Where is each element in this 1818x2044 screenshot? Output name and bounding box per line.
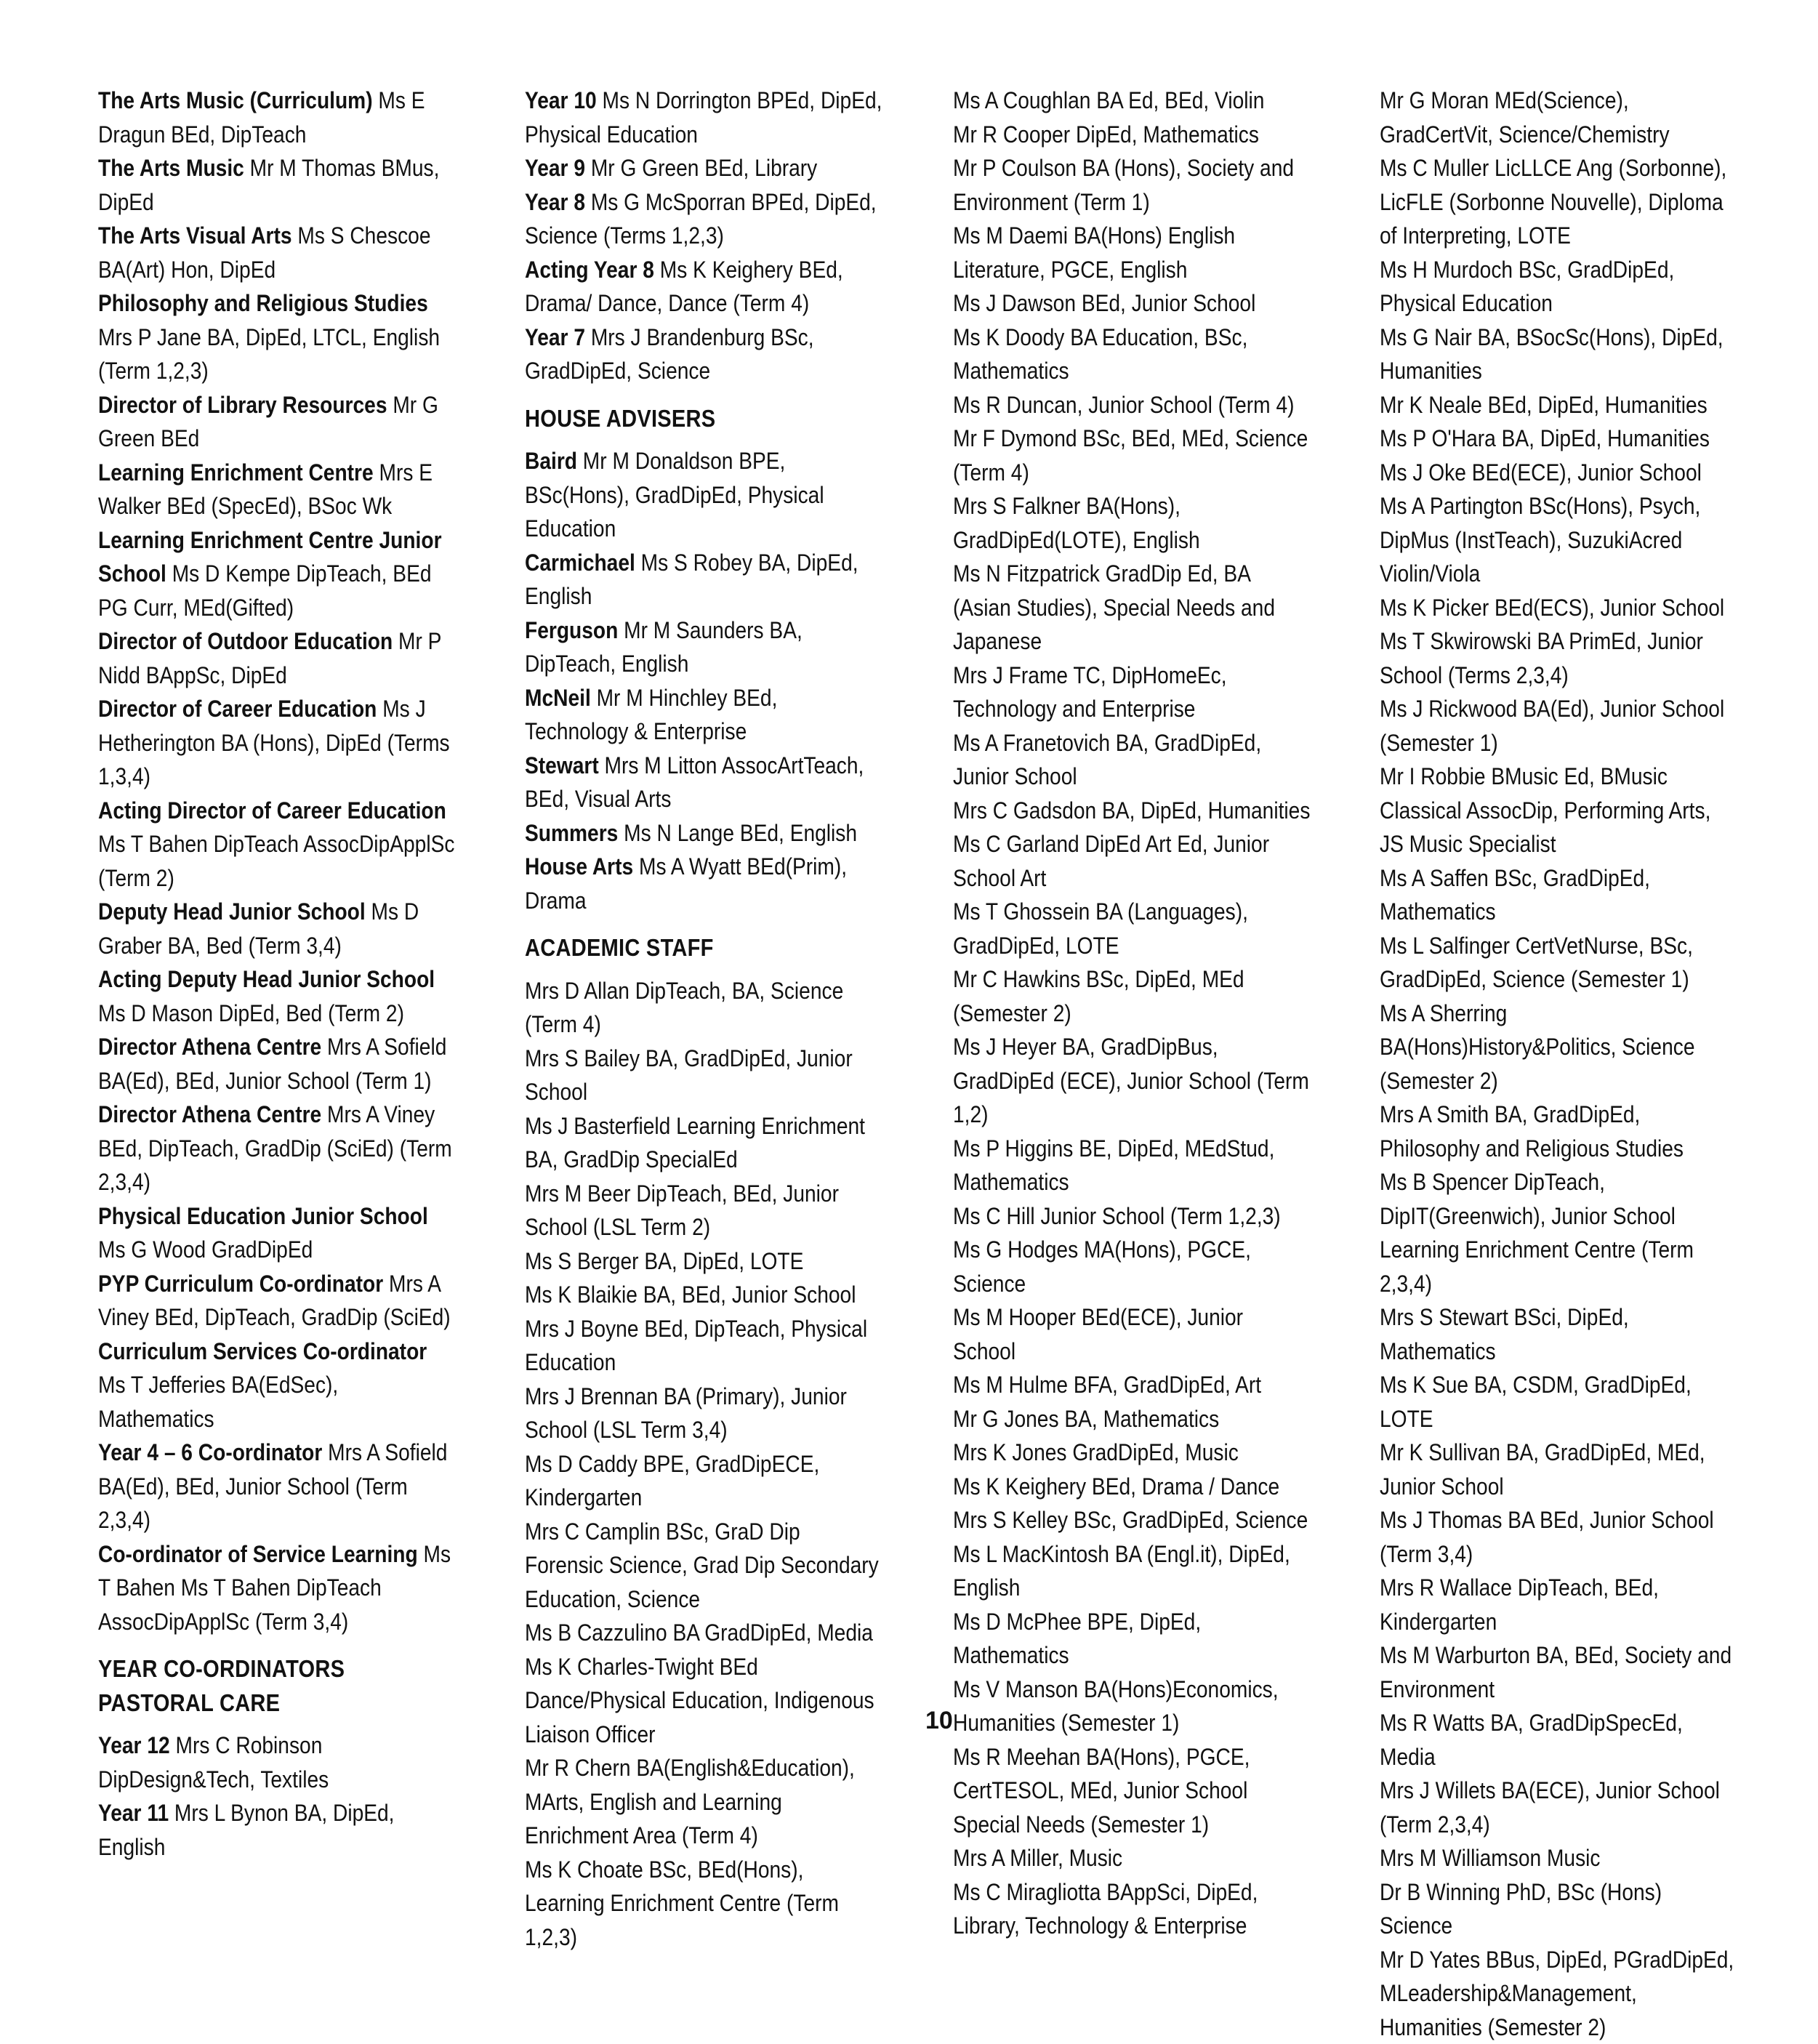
staff-role: Director of Library Resources xyxy=(98,392,387,418)
staff-details: Mrs M Litton AssocArtTeach, BEd, Visual Arts xyxy=(525,752,864,813)
staff-role: Acting Deputy Head Junior School xyxy=(98,966,435,992)
staff-entry xyxy=(98,286,456,388)
staff-details: Mr C Hawkins BSc, DipEd, MEd (Semester 2) xyxy=(953,966,1244,1026)
staff-details: Ms T Bahen DipTeach AssocDipApplSc (Term 2) xyxy=(98,831,454,891)
staff-role: Year 10 xyxy=(525,87,597,113)
staff-details: Ms J Hetherington BA (Hons), DipEd (Terms 1,3,4) xyxy=(98,696,450,789)
staff-details: Ms S Robey BA, DipEd, English xyxy=(525,550,858,610)
staff-entry xyxy=(953,1537,1311,1605)
staff-role: Year 8 xyxy=(525,189,585,215)
staff-details: Mr G Green BEd, Library xyxy=(585,155,817,181)
staff-details: Ms G Hodges MA(Hons), PGCE, Science xyxy=(953,1236,1251,1297)
staff-entry xyxy=(525,1751,883,1853)
staff-entry xyxy=(953,1199,1311,1234)
staff-entry xyxy=(98,624,456,692)
staff-entry xyxy=(525,546,883,613)
staff-role: Year 9 xyxy=(525,155,585,181)
staff-entry xyxy=(98,84,456,151)
staff-details: Ms C Garland DipEd Art Ed, Junior School Art xyxy=(953,831,1269,891)
staff-entry xyxy=(1380,1943,1738,2044)
staff-entry xyxy=(953,1470,1311,1504)
staff-details: Dr B Winning PhD, BSc (Hons) Science xyxy=(1380,1879,1662,1939)
staff-details: Ms G Nair BA, BSocSc(Hons), DipEd, Humanities xyxy=(1380,324,1724,385)
staff-role: Acting Director of Career Education xyxy=(98,797,446,824)
staff-details: Ms V Manson BA(Hons)Economics, Humanities (Semester 1) xyxy=(953,1676,1279,1737)
staff-details: Mrs J Boyne BEd, DipTeach, Physical Education xyxy=(525,1316,867,1376)
staff-details: Mr P Coulson BA (Hons), Society and Environment (Term 1) xyxy=(953,155,1294,215)
staff-details: Ms J Dawson BEd, Junior School xyxy=(953,290,1255,316)
staff-details: Mrs S Falkner BA(Hons), GradDipEd(LOTE), English xyxy=(953,493,1200,553)
staff-details: Mr K Neale BEd, DipEd, Humanities xyxy=(1380,392,1708,418)
section-heading: YEAR CO-ORDINATORS PASTORAL CARE xyxy=(98,1652,456,1720)
staff-details: Ms G Wood GradDipEd xyxy=(98,1236,313,1263)
staff-details: Ms L Salfinger CertVetNurse, BSc, GradDipEd, Science (Semester 1) xyxy=(1380,933,1693,993)
staff-details: Mr M Saunders BA, DipTeach, English xyxy=(525,617,803,677)
staff-entry xyxy=(525,850,883,917)
staff-entry xyxy=(525,151,883,185)
staff-details: Ms D Mason DipEd, Bed (Term 2) xyxy=(98,1000,404,1026)
staff-details: Mr G Jones BA, Mathematics xyxy=(953,1406,1219,1432)
staff-role: House Arts xyxy=(525,853,633,880)
staff-details: Ms M Daemi BA(Hons) English Literature, PGCE, English xyxy=(953,222,1235,283)
staff-entry xyxy=(1380,1571,1738,1638)
staff-details: Ms L MacKintosh BA (Engl.it), DipEd, English xyxy=(953,1541,1290,1601)
staff-entry xyxy=(1380,1503,1738,1571)
staff-details: Ms K Sue BA, CSDM, GradDipEd, LOTE xyxy=(1380,1372,1692,1432)
staff-details: Mrs A Miller, Music xyxy=(953,1845,1122,1871)
staff-entry xyxy=(1380,997,1738,1098)
staff-details: Ms A Partington BSc(Hons), Psych, DipMus (InstTeach), SuzukiAcred Violin/Viola xyxy=(1380,493,1700,587)
staff-entry xyxy=(1380,1706,1738,1774)
column-3 xyxy=(953,84,1311,1943)
staff-role: The Arts Visual Arts xyxy=(98,222,292,249)
staff-entry xyxy=(525,681,883,749)
staff-role: Year 12 xyxy=(98,1732,170,1758)
staff-details: Ms J Heyer BA, GradDipBus, GradDipEd (ECE), Junior School (Term 1,2) xyxy=(953,1034,1309,1127)
staff-details: Mrs A Viney BEd, DipTeach, GradDip (SciEd) (Term 2,3,4) xyxy=(98,1101,452,1195)
staff-role: Director of Outdoor Education xyxy=(98,628,393,654)
staff-role: Learning Enrichment Centre xyxy=(98,459,374,486)
staff-entry xyxy=(525,1447,883,1515)
staff-role: Co-ordinator of Service Learning xyxy=(98,1541,418,1567)
staff-details: Ms A Sherring BA(Hons)History&Politics, Science (Semester 2) xyxy=(1380,1000,1694,1094)
staff-details: Ms H Murdoch BSc, GradDipEd, Physical Education xyxy=(1380,257,1674,317)
staff-entry xyxy=(953,422,1311,489)
staff-entry xyxy=(525,1312,883,1380)
staff-details: Ms N Fitzpatrick GradDip Ed, BA (Asian Studies), Special Needs and Japanese xyxy=(953,560,1275,654)
staff-entry xyxy=(953,321,1311,388)
staff-role: The Arts Music (Curriculum) xyxy=(98,87,373,113)
staff-entry xyxy=(953,151,1311,219)
staff-entry xyxy=(98,219,456,286)
staff-entry xyxy=(953,1605,1311,1673)
staff-entry xyxy=(1380,861,1738,929)
staff-entry xyxy=(953,219,1311,286)
staff-details: Ms T Ghossein BA (Languages), GradDipEd, LOTE xyxy=(953,898,1248,959)
staff-entry xyxy=(953,1503,1311,1537)
staff-entry xyxy=(953,1402,1311,1436)
staff-entry xyxy=(953,557,1311,659)
staff-role: Year 11 xyxy=(98,1800,169,1826)
staff-role: Ferguson xyxy=(525,617,618,643)
staff-details: Ms K Choate BSc, BEd(Hons), Learning Enrichment Centre (Term 1,2,3) xyxy=(525,1856,839,1950)
staff-details: Mr I Robbie BMusic Ed, BMusic Classical AssocDip, Performing Arts, JS Music Specialist xyxy=(1380,763,1710,857)
staff-details: Mrs D Allan DipTeach, BA, Science (Term 4) xyxy=(525,978,843,1038)
staff-entry xyxy=(1380,388,1738,422)
staff-entry xyxy=(98,151,456,219)
staff-role: Year 7 xyxy=(525,324,585,350)
staff-details: Mr G Moran MEd(Science), GradCertVit, Science/Chemistry xyxy=(1380,87,1670,148)
staff-role: Learning Enrichment Centre Junior School xyxy=(98,527,442,587)
staff-entry xyxy=(1380,591,1738,625)
staff-details: Mrs C Robinson DipDesign&Tech, Textiles xyxy=(98,1732,329,1792)
staff-details: Mrs R Wallace DipTeach, BEd, Kindergarten xyxy=(1380,1574,1659,1635)
staff-details: Mr M Thomas BMus, DipEd xyxy=(98,155,439,215)
page-number: 10 xyxy=(925,1706,953,1735)
staff-entry xyxy=(1380,84,1738,151)
staff-entry xyxy=(98,1098,456,1199)
staff-entry xyxy=(525,1278,883,1312)
staff-role: Carmichael xyxy=(525,550,635,576)
staff-details: Ms K Keighery BEd, Drama/ Dance, Dance (Term 4) xyxy=(525,257,843,317)
staff-entry xyxy=(98,523,456,625)
staff-details: Mrs S Stewart BSci, DipEd, Mathematics xyxy=(1380,1304,1629,1364)
staff-entry xyxy=(1380,1638,1738,1706)
staff-details: Ms K Charles-Twight BEd Dance/Physical Education, Indigenous Liaison Officer xyxy=(525,1654,874,1747)
staff-details: Ms K Doody BA Education, BSc, Mathematics xyxy=(953,324,1247,385)
staff-entry xyxy=(1380,692,1738,760)
staff-role: Curriculum Services Co-ordinator xyxy=(98,1338,427,1364)
staff-details: Ms D Graber BA, Bed (Term 3,4) xyxy=(98,898,419,959)
staff-entry xyxy=(1380,760,1738,861)
staff-role: PYP Curriculum Co-ordinator xyxy=(98,1271,383,1297)
staff-details: Mr M Donaldson BPE, BSc(Hons), GradDipEd, Physical Education xyxy=(525,448,824,542)
staff-details: Ms J Oke BEd(ECE), Junior School xyxy=(1380,459,1702,486)
staff-entry xyxy=(953,118,1311,152)
staff-details: Ms K Picker BEd(ECS), Junior School xyxy=(1380,595,1724,621)
staff-entry xyxy=(525,1380,883,1447)
staff-details: Ms M Hooper BEd(ECE), Junior School xyxy=(953,1304,1243,1364)
staff-role: Acting Year 8 xyxy=(525,257,654,283)
staff-details: Ms S Chescoe BA(Art) Hon, DipEd xyxy=(98,222,430,283)
column-2 xyxy=(525,84,883,1954)
staff-details: Mrs K Jones GradDipEd, Music xyxy=(953,1439,1239,1465)
staff-entry xyxy=(525,321,883,388)
staff-entry xyxy=(98,1030,456,1098)
staff-details: Ms T Skwirowski BA PrimEd, Junior School (Terms 2,3,4) xyxy=(1380,628,1703,688)
staff-entry xyxy=(953,1132,1311,1199)
staff-details: Ms R Watts BA, GradDipSpecEd, Media xyxy=(1380,1710,1683,1770)
staff-details: Mrs L Bynon BA, DipEd, English xyxy=(98,1800,395,1860)
staff-role: Director Athena Centre xyxy=(98,1101,321,1127)
staff-entry xyxy=(525,749,883,816)
staff-role: Stewart xyxy=(525,752,599,778)
staff-entry xyxy=(953,895,1311,962)
staff-details: Ms N Dorrington BPEd, DipEd, Physical Education xyxy=(525,87,882,148)
staff-entry xyxy=(1380,1098,1738,1165)
staff-entry xyxy=(525,974,883,1042)
staff-details: Ms K Blaikie BA, BEd, Junior School xyxy=(525,1281,856,1308)
staff-entry xyxy=(525,816,883,850)
staff-details: Ms A Wyatt BEd(Prim), Drama xyxy=(525,853,847,914)
staff-entry xyxy=(525,1042,883,1109)
staff-details: Ms E Dragun BEd, DipTeach xyxy=(98,87,425,148)
staff-details: Ms P O'Hara BA, DipEd, Humanities xyxy=(1380,425,1710,451)
staff-entry xyxy=(1380,422,1738,456)
staff-details: Mrs C Gadsdon BA, DipEd, Humanities xyxy=(953,797,1310,824)
staff-details: Mrs A Sofield BA(Ed), BEd, Junior School (Term 2,3,4) xyxy=(98,1439,447,1533)
staff-entry xyxy=(98,1436,456,1537)
staff-role: Philosophy and Religious Studies xyxy=(98,290,428,316)
staff-details: Ms C Muller LicLLCE Ang (Sorbonne), LicFLE (Sorbonne Nouvelle), Diploma of Interpreting, LOTE xyxy=(1380,155,1726,249)
staff-entry xyxy=(953,1233,1311,1300)
column-4 xyxy=(1380,84,1738,2044)
staff-entry xyxy=(525,1650,883,1752)
staff-role: Year 4 – 6 Co-ordinator xyxy=(98,1439,322,1465)
staff-entry xyxy=(98,1537,456,1639)
staff-details: Mrs S Bailey BA, GradDipEd, Junior School xyxy=(525,1045,853,1106)
staff-entry xyxy=(953,1300,1311,1368)
staff-details: Ms S Berger BA, DipEd, LOTE xyxy=(525,1248,803,1274)
staff-details: Ms K Keighery BEd, Drama / Dance xyxy=(953,1473,1279,1500)
staff-details: Ms R Meehan BA(Hons), PGCE, CertTESOL, MEd, Junior School Special Needs (Semester 1) xyxy=(953,1744,1250,1838)
staff-entry xyxy=(98,1796,456,1864)
staff-entry xyxy=(1380,1300,1738,1368)
staff-role: The Arts Music xyxy=(98,155,244,181)
staff-entry xyxy=(525,1109,883,1177)
staff-role: Deputy Head Junior School xyxy=(98,898,366,925)
staff-details: Mr M Hinchley BEd, Technology & Enterprise xyxy=(525,685,777,745)
staff-entry xyxy=(953,659,1311,726)
staff-entry xyxy=(98,794,456,896)
staff-entry xyxy=(98,456,456,523)
staff-entry xyxy=(953,388,1311,422)
staff-entry xyxy=(953,1740,1311,1842)
staff-details: Mr R Chern BA(English&Education), MArts, English and Learning Enrichment Area (Term 4) xyxy=(525,1755,855,1848)
staff-entry xyxy=(1380,151,1738,253)
staff-details: Mrs M Beer DipTeach, BEd, Junior School (LSL Term 2) xyxy=(525,1180,839,1241)
staff-entry xyxy=(953,1368,1311,1402)
staff-details: Mr F Dymond BSc, BEd, MEd, Science (Term 4) xyxy=(953,425,1308,486)
staff-details: Ms D Caddy BPE, GradDipECE, Kindergarten xyxy=(525,1451,819,1511)
staff-details: Ms J Thomas BA BEd, Junior School (Term 3,4) xyxy=(1380,1507,1714,1567)
staff-entry xyxy=(525,1616,883,1650)
staff-details: Ms A Franetovich BA, GradDipEd, Junior School xyxy=(953,730,1261,790)
staff-entry xyxy=(1380,1774,1738,1841)
staff-entry xyxy=(1380,624,1738,692)
staff-entry xyxy=(953,827,1311,895)
staff-details: Mrs A Smith BA, GradDipEd, Philosophy and Religious Studies xyxy=(1380,1101,1684,1162)
staff-details: Ms T Jefferies BA(EdSec), Mathematics xyxy=(98,1372,338,1432)
column-1 xyxy=(98,84,456,1864)
staff-details: Mrs J Frame TC, DipHomeEc, Technology and Enterprise xyxy=(953,662,1227,723)
staff-details: Mr P Nidd BAppSc, DipEd xyxy=(98,628,441,688)
staff-entry xyxy=(1380,489,1738,591)
staff-details: Ms C Hill Junior School (Term 1,2,3) xyxy=(953,1203,1281,1229)
staff-entry xyxy=(953,1673,1311,1740)
staff-details: Ms M Hulme BFA, GradDipEd, Art xyxy=(953,1372,1261,1398)
staff-details: Mr D Yates BBus, DipEd, PGradDipEd, MLeadership&Management, Humanities (Semester 2) xyxy=(1380,1947,1734,2040)
staff-entry xyxy=(525,1177,883,1244)
staff-entry xyxy=(525,253,883,321)
staff-role: McNeil xyxy=(525,685,591,711)
staff-details: Ms R Duncan, Junior School (Term 4) xyxy=(953,392,1294,418)
staff-role: Baird xyxy=(525,448,577,474)
staff-entry xyxy=(953,962,1311,1030)
staff-entry xyxy=(525,84,883,151)
staff-entry xyxy=(98,388,456,456)
staff-details: Mrs P Jane BA, DipEd, LTCL, English (Term 1,2,3) xyxy=(98,324,440,385)
staff-entry xyxy=(98,1335,456,1436)
staff-entry xyxy=(953,726,1311,794)
staff-entry xyxy=(953,794,1311,828)
staff-entry xyxy=(98,962,456,1030)
staff-details: Ms N Lange BEd, English xyxy=(618,820,857,846)
staff-entry xyxy=(525,1853,883,1955)
staff-entry xyxy=(953,84,1311,118)
staff-details: Mr K Sullivan BA, GradDipEd, MEd, Junior School xyxy=(1380,1439,1705,1500)
staff-details: Ms T Bahen Ms T Bahen DipTeach AssocDipApplSc (Term 3,4) xyxy=(98,1541,451,1635)
staff-entry xyxy=(1380,929,1738,997)
staff-entry xyxy=(1380,253,1738,321)
staff-details: Ms J Basterfield Learning Enrichment BA, GradDip SpecialEd xyxy=(525,1113,865,1173)
staff-details: Ms J Rickwood BA(Ed), Junior School (Semester 1) xyxy=(1380,696,1724,756)
staff-details: Ms C Miragliotta BAppSci, DipEd, Library, Technology & Enterprise xyxy=(953,1879,1258,1939)
staff-details: Mrs J Willets BA(ECE), Junior School (Term 2,3,4) xyxy=(1380,1777,1720,1838)
staff-details: Ms B Spencer DipTeach, DipIT(Greenwich), Junior School Learning Enrichment Centre (Term 2,3,4) xyxy=(1380,1169,1694,1297)
section-heading: HOUSE ADVISERS xyxy=(525,402,883,436)
staff-details: Ms P Higgins BE, DipEd, MEdStud, Mathematics xyxy=(953,1135,1274,1196)
staff-entry xyxy=(98,1729,456,1796)
staff-details: Mrs J Brennan BA (Primary), Junior School (LSL Term 3,4) xyxy=(525,1383,847,1444)
staff-role: Summers xyxy=(525,820,618,846)
staff-entry xyxy=(525,1515,883,1617)
staff-entry xyxy=(525,185,883,253)
staff-entry xyxy=(525,444,883,546)
staff-details: Mrs J Brandenburg BSc, GradDipEd, Science xyxy=(525,324,814,385)
staff-entry xyxy=(1380,1165,1738,1300)
staff-entry xyxy=(953,1875,1311,1943)
staff-details: Mrs A Sofield BA(Ed), BEd, Junior School (Term 1) xyxy=(98,1034,446,1094)
staff-details: Mrs S Kelley BSc, GradDipEd, Science xyxy=(953,1507,1308,1533)
staff-entry xyxy=(1380,1875,1738,1943)
staff-entry xyxy=(98,692,456,794)
staff-entry xyxy=(98,1199,456,1267)
staff-entry xyxy=(1380,1436,1738,1503)
staff-details: Mr G Green BEd xyxy=(98,392,438,452)
staff-entry xyxy=(1380,1368,1738,1436)
staff-role: Physical Education Junior School xyxy=(98,1203,428,1229)
staff-details: Ms D McPhee BPE, DipEd, Mathematics xyxy=(953,1609,1201,1669)
staff-details: Mrs M Williamson Music xyxy=(1380,1845,1601,1871)
staff-entry xyxy=(525,613,883,681)
staff-entry xyxy=(953,1436,1311,1470)
staff-entry xyxy=(98,895,456,962)
staff-details: Ms A Coughlan BA Ed, BEd, Violin xyxy=(953,87,1264,113)
staff-details: Ms D Kempe DipTeach, BEd PG Curr, MEd(Gifted) xyxy=(98,560,432,621)
staff-entry xyxy=(1380,321,1738,388)
staff-entry xyxy=(525,1244,883,1279)
staff-entry xyxy=(953,286,1311,321)
staff-role: Director Athena Centre xyxy=(98,1034,321,1060)
staff-entry xyxy=(1380,456,1738,490)
staff-details: Ms G McSporran BPEd, DipEd, Science (Terms 1,2,3) xyxy=(525,189,877,249)
staff-details: Mrs E Walker BEd (SpecEd), BSoc Wk xyxy=(98,459,433,520)
staff-details: Mrs C Camplin BSc, GraD Dip Forensic Science, Grad Dip Secondary Education, Science xyxy=(525,1518,879,1612)
staff-entry xyxy=(98,1267,456,1335)
staff-details: Mr R Cooper DipEd, Mathematics xyxy=(953,121,1259,148)
staff-entry xyxy=(953,1841,1311,1875)
staff-entry xyxy=(1380,1841,1738,1875)
staff-details: Ms A Saffen BSc, GradDipEd, Mathematics xyxy=(1380,865,1650,925)
staff-details: Mrs A Viney BEd, DipTeach, GradDip (SciEd) xyxy=(98,1271,451,1331)
staff-entry xyxy=(953,1030,1311,1132)
staff-details: Ms B Cazzulino BA GradDipEd, Media xyxy=(525,1619,873,1646)
staff-entry xyxy=(953,489,1311,557)
staff-role: Director of Career Education xyxy=(98,696,377,722)
section-heading: ACADEMIC STAFF xyxy=(525,931,883,965)
staff-details: Ms M Warburton BA, BEd, Society and Environment xyxy=(1380,1642,1731,1702)
